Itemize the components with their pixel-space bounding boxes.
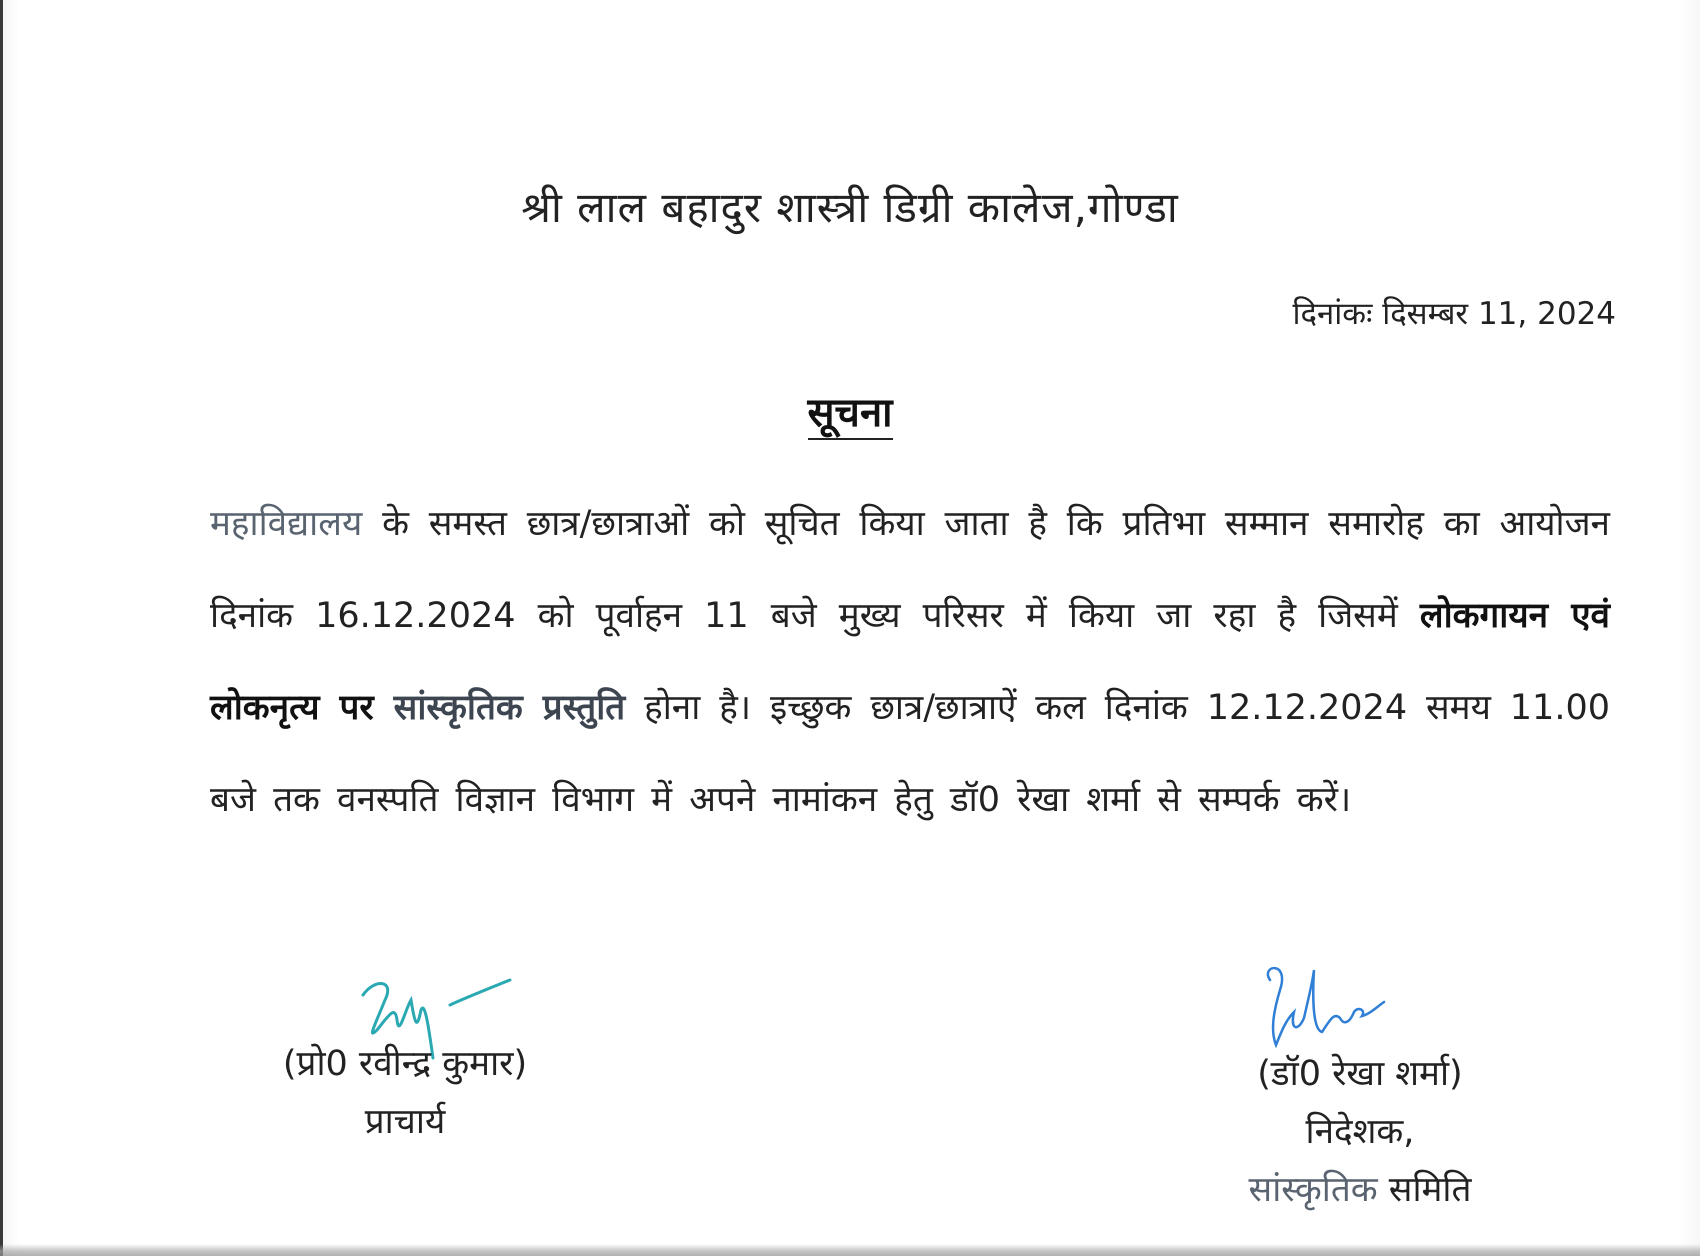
date-value: दिसम्बर 11, 2024: [1382, 296, 1616, 332]
principal-name: (प्रो0 रवीन्द्र कुमार): [282, 1044, 528, 1084]
committee-name-part: सांस्कृतिक: [1248, 1170, 1378, 1210]
director-designation: निदेशक,: [1305, 1112, 1415, 1152]
director-name: (डॉ0 रेखा शर्मा): [1257, 1054, 1463, 1094]
body-text-segment: होना है। इच्छुक छात्र/छात्राऐं कल दिनांक 12.12.2024 समय 11.00 बजे तक वनस्पति विज्ञान विभाग में अपने नामांकन हेतु डॉ0 रेखा शर्मा से सम्पर्क करें।: [210, 688, 1610, 820]
notice-date: [1293, 292, 1616, 334]
committee-name-part: समिति: [1377, 1170, 1472, 1210]
principal-designation: प्राचार्य: [364, 1102, 446, 1142]
page-bottom-edge-shadow: [0, 1244, 1700, 1256]
body-text-segment: महाविद्यालय: [210, 504, 363, 544]
principal-signatory: [240, 1035, 570, 1151]
body-text-segment: के समस्त छात्र/छात्राओं को सूचित किया जाता है कि प्रतिभा सम्मान समारोह का आयोजन दिनांक 16.12.2024 को पूर्वाहन 11 बजे मुख्य परिसर में किया जा रहा है जिसमें: [210, 504, 1610, 636]
committee-name: [1200, 1161, 1520, 1219]
notice-title-text: सूचना: [808, 390, 893, 440]
notice-title: [0, 383, 1700, 438]
notice-body: [210, 478, 1610, 846]
body-text-emphasis: लोकगायन एवं लोकनृत्य पर: [210, 596, 1611, 728]
college-name-heading: श्री लाल बहादुर शास्त्री डिग्री कालेज,गोण्डा: [521, 183, 1179, 232]
director-signatory: [1200, 1045, 1520, 1219]
body-text-emphasis: सांस्कृतिक प्रस्तुति: [373, 688, 626, 728]
date-label: दिनांकः: [1292, 296, 1373, 332]
